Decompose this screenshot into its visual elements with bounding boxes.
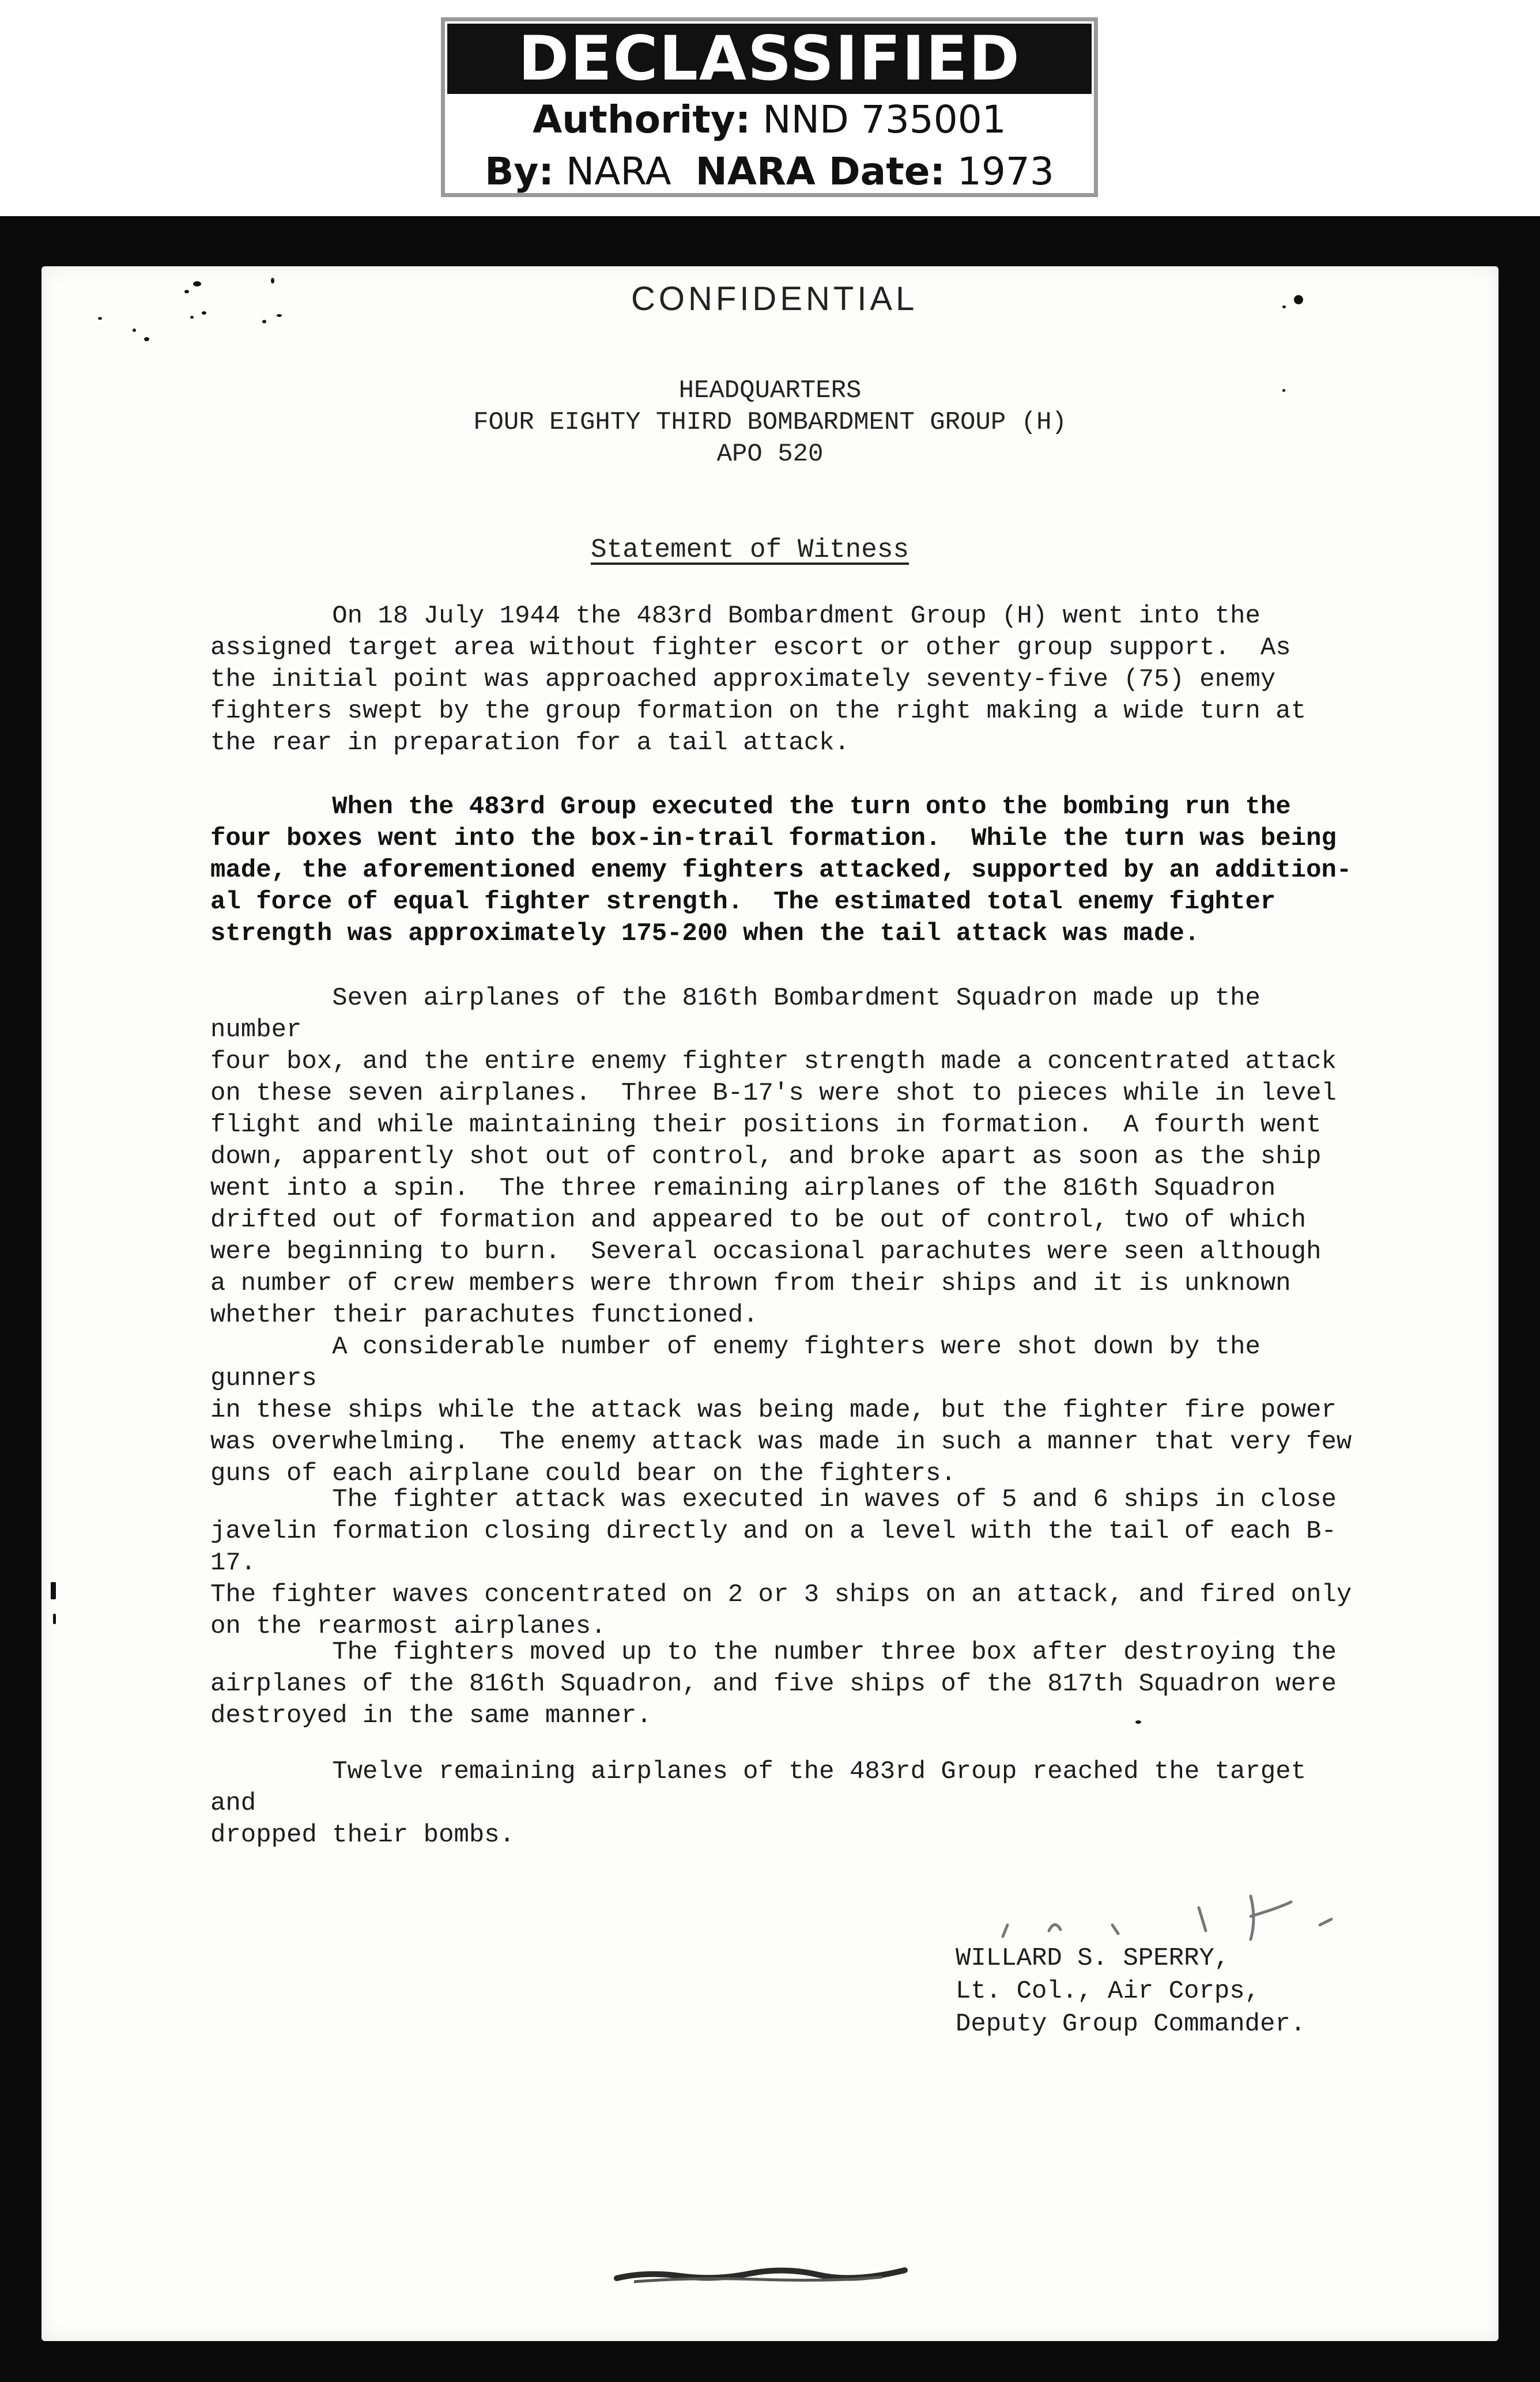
declassified-stamp — [441, 17, 1098, 197]
stamp-date-value: 1973 — [957, 149, 1054, 194]
header-group-name: FOUR EIGHTY THIRD BOMBARDMENT GROUP (H) — [473, 408, 1067, 437]
stamp-authority-line — [445, 94, 1094, 146]
scan-speck — [202, 311, 206, 315]
scan-speck — [53, 1614, 56, 1624]
scan-speck — [144, 337, 149, 341]
scan-speck — [1294, 295, 1303, 304]
scan-speck — [271, 278, 274, 284]
classification-top: CONFIDENTIAL — [631, 280, 918, 318]
scan-speck — [190, 316, 194, 319]
scan-speck — [277, 314, 282, 317]
stamp-by-line — [445, 146, 1094, 198]
classification-bottom-smudge — [611, 2262, 911, 2285]
stamp-authority-label: Authority: — [533, 97, 751, 142]
paragraph-2: When the 483rd Group executed the turn onto the bombing run the four boxes went into the box-in-trail formation. While the turn was being made, the aforementioned enemy fighters attacked, supported by an addition- al force of equal fighter strength. The estimated total enemy fighter strength was approximately 175-200 when the tail attack was made. — [210, 792, 1352, 948]
header-headquarters: HEADQUARTERS — [678, 376, 862, 405]
signature-name: WILLARD S. SPERRY, — [956, 1944, 1230, 1973]
stamp-by-label: By: — [485, 149, 554, 194]
signature-block — [956, 1942, 1305, 2041]
paragraph-6: The fighters moved up to the number three box after destroying the airplanes of the 816th Squadron, and five ships of the 817th Squadron were destroyed in the same manner. — [210, 1638, 1337, 1730]
paragraph-3: Seven airplanes of the 816th Bombardment Squadron made up the number four box, and the entire enemy fighter strength made a concentrated attack on these seven airplanes. Three B-17's were shot to pieces while in level flight and while maintaining their positions in formation. A fourth went down, apparently shot out of control, and broke apart as soon as the ship went into a spin. The three remaining airplanes of the 816th Squadron drifted out of formation and appeared to be out of control, two of which were beginning to burn. Several occasional parachutes were seen although a number of crew members were thrown from their ships and it is unknown whether their parachutes functioned. — [210, 984, 1337, 1330]
signature-position: Deputy Group Commander. — [956, 2010, 1306, 2039]
paragraph-7: Twelve remaining airplanes of the 483rd Group reached the target and dropped their bombs. — [210, 1757, 1307, 1849]
scan-speck — [98, 317, 102, 320]
stamp-authority-value: NND 735001 — [763, 97, 1006, 142]
document-title: Statement of Witness — [591, 535, 909, 565]
scan-speck — [184, 290, 189, 293]
scan-speck — [1282, 305, 1286, 308]
paragraph-1: On 18 July 1944 the 483rd Bombardment Group (H) went into the assigned target area without fighter escort or other group support. As the initial point was approached approximately seventy-five (75) enemy fighters swept by the group formation on the right making a wide turn at the rear in preparation for a tail attack. — [210, 602, 1307, 757]
header-apo: APO 520 — [716, 440, 824, 469]
scan-speck — [262, 320, 266, 323]
stamp-by-value: NARA — [565, 149, 671, 194]
stamp-date-label: NARA Date: — [695, 149, 945, 194]
scan-speck — [193, 281, 201, 286]
scan-speck — [51, 1582, 56, 1599]
scan-speck — [133, 329, 136, 332]
paragraph-4: A considerable number of enemy fighters were shot down by the gunners in these ships while the attack was being made, but the fighter fire power was overwhelming. The enemy attack was made in such a manner that very few guns of each airplane could bear on the fighters. — [210, 1332, 1352, 1488]
handwritten-signature — [980, 1885, 1383, 1948]
paragraph-5: The fighter attack was executed in waves of 5 and 6 ships in close javelin formation closing directly and on a level with the tail of each B-17. The fighter waves concentrated on 2 or 3 ships on an attack, and fired only on the rearmost airplanes. — [210, 1485, 1352, 1641]
signature-rank: Lt. Col., Air Corps, — [956, 1977, 1260, 2006]
stamp-title: DECLASSIFIED — [447, 24, 1092, 94]
